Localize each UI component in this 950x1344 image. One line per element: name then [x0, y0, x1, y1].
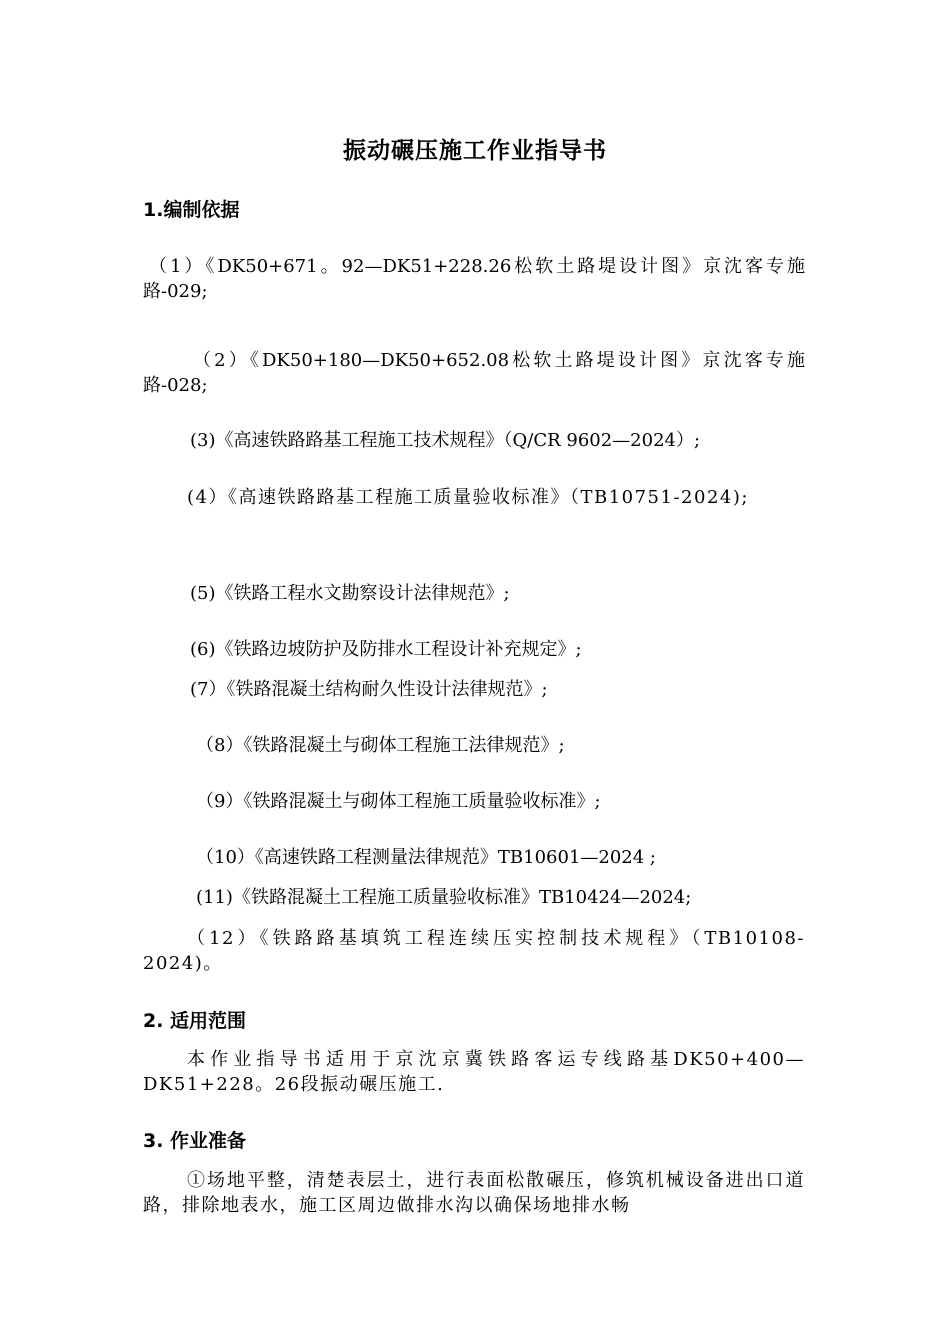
- basis-item-11: (11)《铁路混凝土工程施工质量验收标准》TB10424—2024;: [196, 887, 692, 908]
- basis-item-2: （2）《DK50+180—DK50+652.08松软土路堤设计图》京沈客专施路-028;: [143, 350, 805, 396]
- basis-item-4: (4）《高速铁路路基工程施工质量验收标准》（TB10751-2024);: [187, 487, 749, 508]
- basis-item-8: （8）《铁路混凝土与砌体工程施工法律规范》;: [196, 735, 565, 756]
- section-heading-scope: 2. 适用范围: [143, 1010, 247, 1032]
- basis-item-6: (6)《铁路边坡防护及防排水工程设计补充规定》;: [190, 639, 582, 660]
- basis-item-10: （10）《高速铁路工程测量法律规范》TB10601—2024 ;: [196, 847, 656, 868]
- section-heading-preparation: 3. 作业准备: [143, 1130, 247, 1152]
- basis-item-5: (5)《铁路工程水文勘察设计法律规范》;: [190, 583, 510, 604]
- basis-item-12: （12）《铁路路基填筑工程连续压实控制技术规程》（TB10108-2024)。: [143, 928, 805, 974]
- basis-item-1: （1）《DK50+671。92—DK51+228.26松软土路堤设计图》京沈客专施路-029;: [143, 256, 805, 302]
- page-title: 振动碾压施工作业指导书: [343, 138, 607, 164]
- section-heading-basis: 1.编制依据: [143, 199, 240, 221]
- basis-item-3: (3)《高速铁路路基工程施工技术规程》（Q/CR 9602—2024）;: [190, 430, 701, 451]
- basis-item-9: （9）《铁路混凝土与砌体工程施工质量验收标准》;: [196, 791, 601, 812]
- basis-item-7: (7）《铁路混凝土结构耐久性设计法律规范》;: [190, 679, 548, 700]
- scope-paragraph: 本作业指导书适用于京沈京冀铁路客运专线路基DK50+400—DK51+228。26段振动碾压施工.: [143, 1049, 805, 1095]
- preparation-paragraph: ①场地平整，清楚表层土，进行表面松散碾压，修筑机械设备进出口道路，排除地表水，施工区周边做排水沟以确保场地排水畅: [143, 1170, 805, 1216]
